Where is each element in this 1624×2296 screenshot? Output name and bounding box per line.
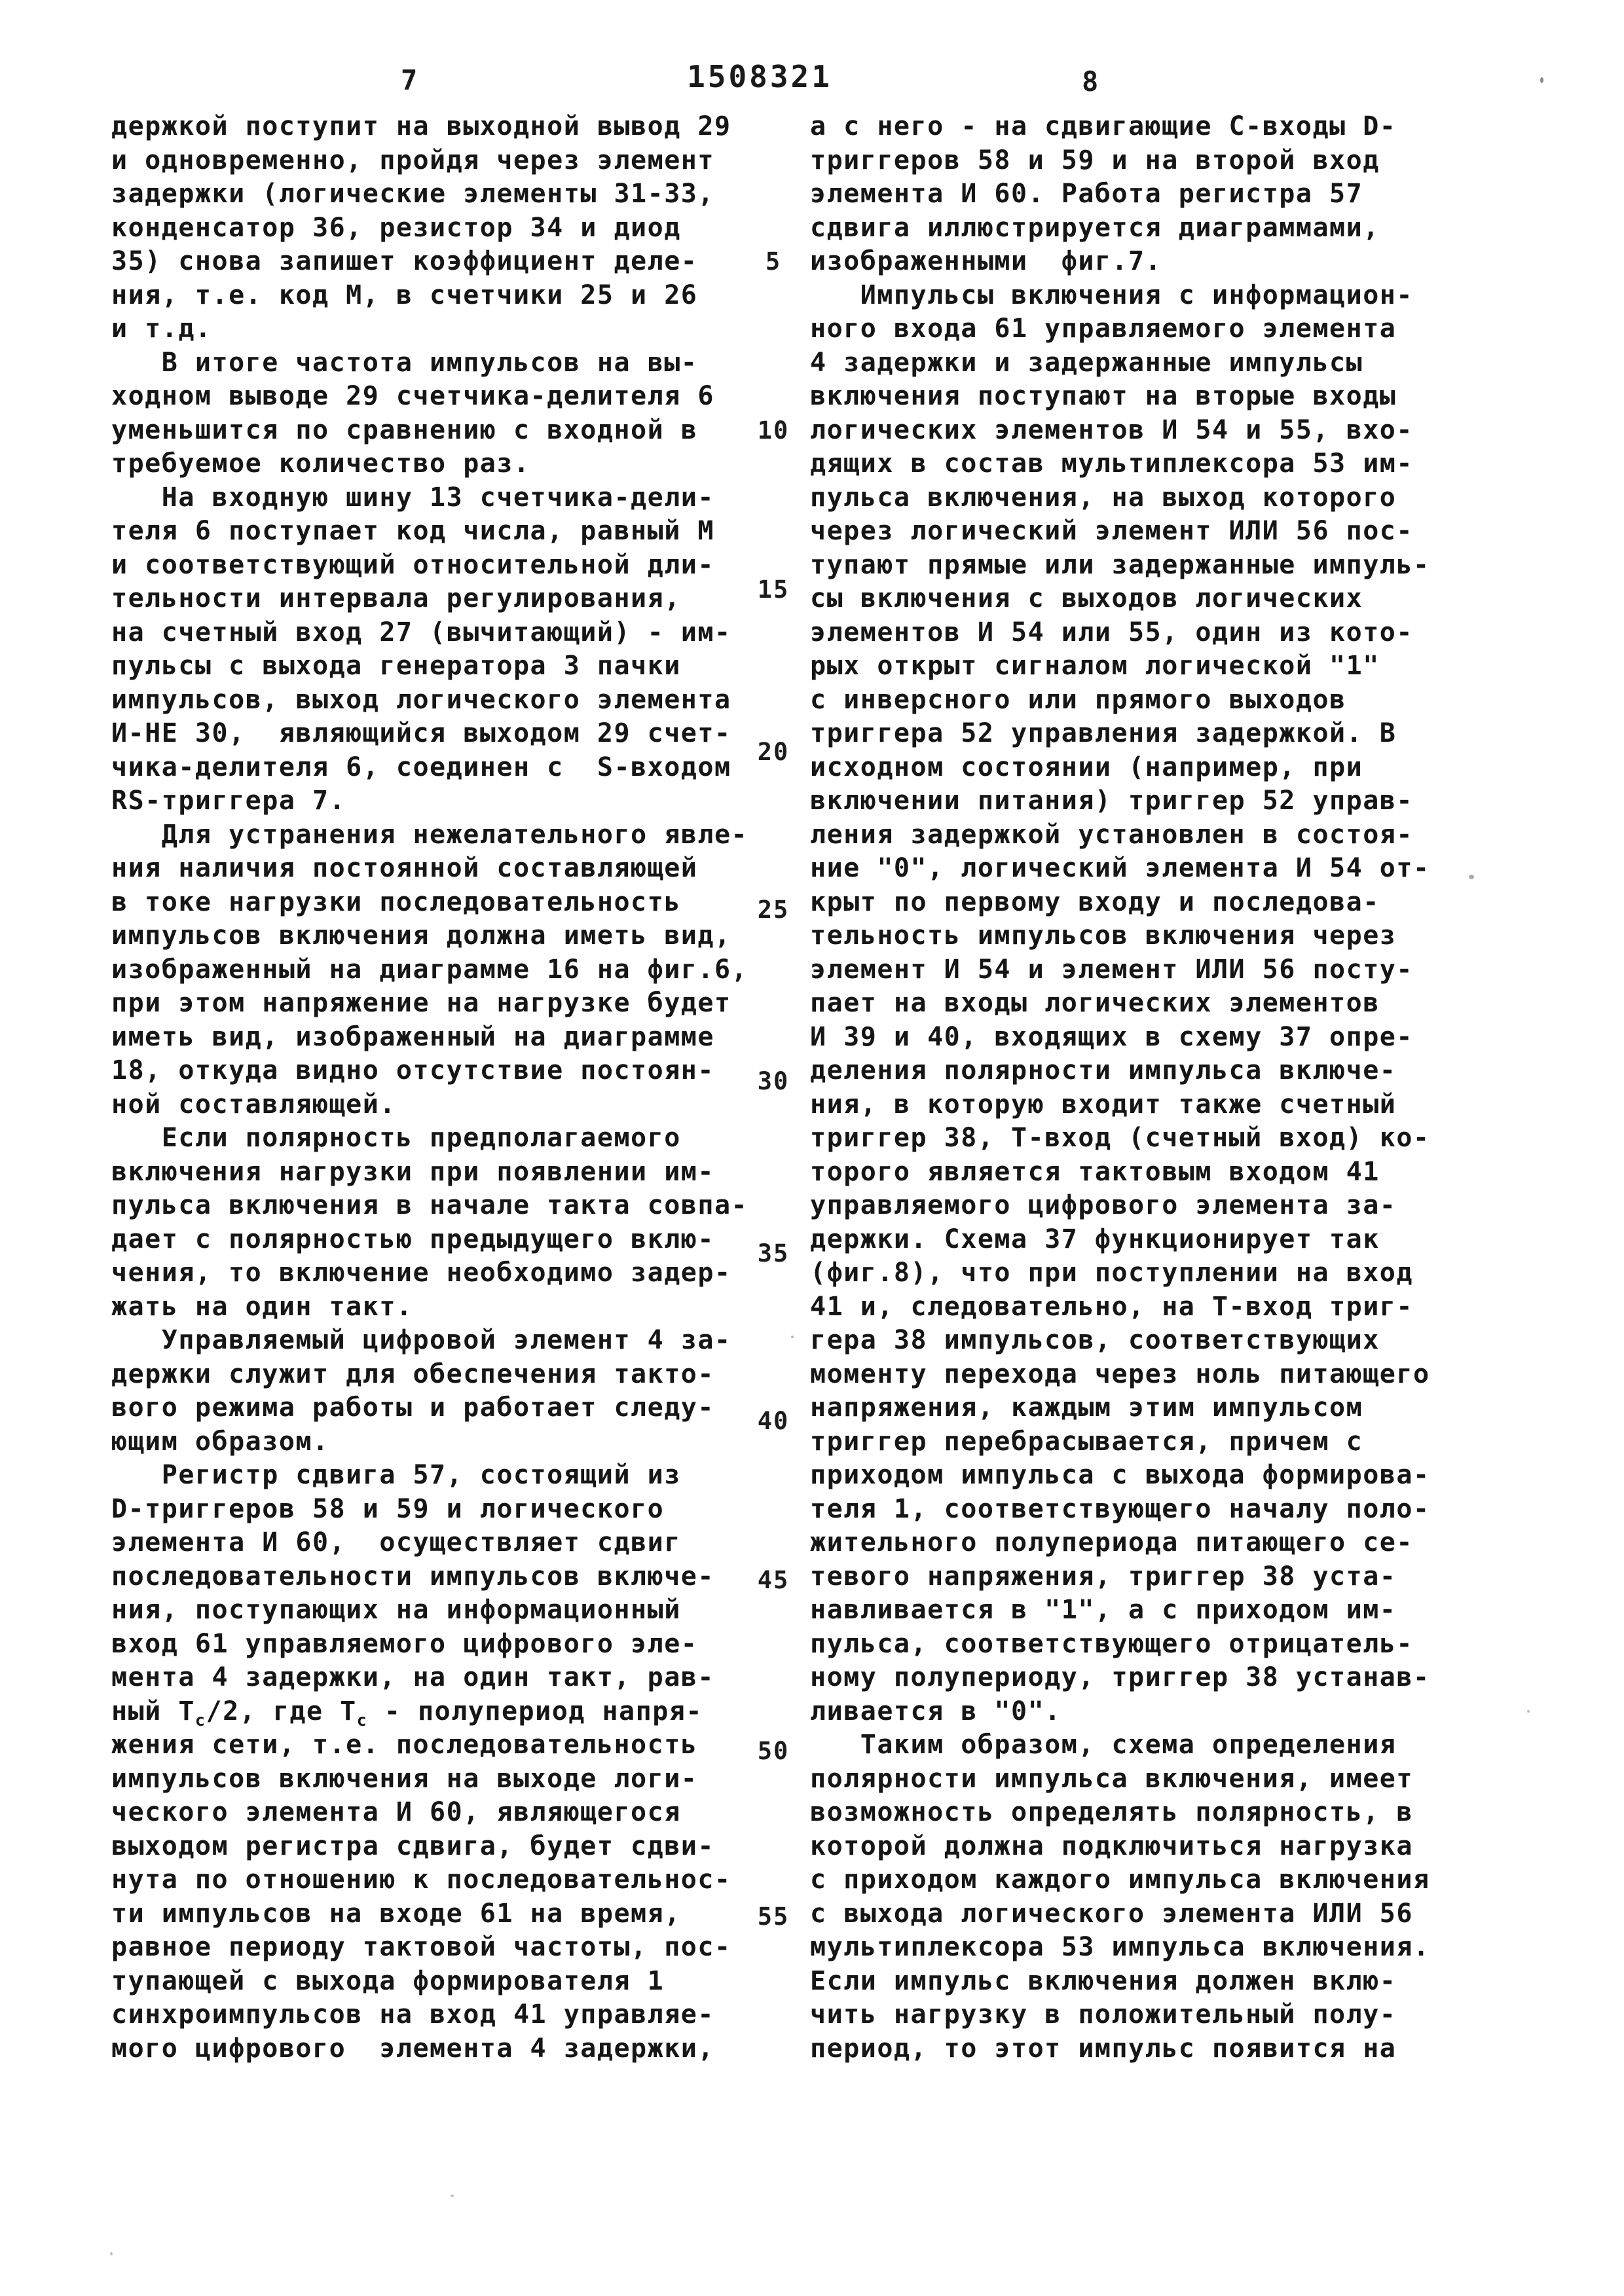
text-line: исходном состоянии (например, при [810, 752, 1363, 782]
page-number-right: 8 [1082, 65, 1101, 98]
text-line: Если полярность предполагаемого [111, 1123, 681, 1153]
margin-line-number: 40 [757, 1407, 790, 1435]
text-line: Таким образом, схема определения [810, 1730, 1397, 1760]
margin-line-number: 20 [757, 738, 790, 766]
text-line: которой должна подключиться нагрузка [810, 1831, 1413, 1861]
text-line: дает с полярностью предыдущего вклю- [111, 1224, 714, 1254]
page-number-left: 7 [401, 64, 420, 96]
text-line: при этом напряжение на нагрузке будет [111, 988, 731, 1018]
text-line: включении питания) триггер 52 управ- [810, 786, 1413, 816]
text-line: ному полупериоду, триггер 38 устанав- [810, 1662, 1430, 1692]
text-line: теля 1, соответствующего началу поло- [810, 1493, 1430, 1524]
text-line: мента 4 задержки, на один такт, рав- [111, 1662, 714, 1692]
scan-speck [110, 2252, 113, 2255]
text-line: ный $Т_с/2$, где $Т_с$ - полупериод напря- [111, 1696, 703, 1730]
text-line: уменьшится по сравнению с входной в [111, 414, 698, 445]
text-line: и соответствующий относительной дли- [111, 549, 714, 580]
text-line: крыт по первому входу и последова- [810, 886, 1380, 917]
text-line: дящих в состав мультиплексора 53 им- [810, 448, 1413, 479]
margin-line-number: 55 [757, 1903, 790, 1931]
text-line: ливается в "0". [810, 1696, 1061, 1726]
text-line: импульсов включения на выходе логи- [111, 1763, 698, 1794]
text-line: триггера 52 управления задержкой. В [810, 718, 1397, 748]
text-line: требуемое количество раз. [111, 448, 530, 479]
text-line: и одновременно, пройдя через элемент [111, 145, 714, 175]
text-line: гера 38 импульсов, соответствующих [810, 1325, 1380, 1355]
text-line: управляемого цифрового элемента за- [810, 1190, 1397, 1220]
text-line: жения сети, т.е. последовательность [111, 1730, 698, 1760]
scan-speck [1540, 77, 1543, 83]
text-line: элементов И 54 или 55, один из кото- [810, 617, 1413, 647]
text-line: Если импульс включения должен вклю- [810, 1965, 1397, 1996]
text-line: возможность определять полярность, в [810, 1797, 1413, 1827]
text-line: пульса включения, на выход которого [810, 482, 1397, 513]
text-line: триггеров 58 и 59 и на второй вход [810, 145, 1380, 175]
text-line: последовательности импульсов включе- [111, 1561, 714, 1592]
margin-line-number: 30 [757, 1067, 790, 1095]
text-line: ющим образом. [111, 1426, 329, 1457]
text-line: В итоге частота импульсов на вы- [111, 347, 698, 378]
text-column-right [810, 110, 1430, 2066]
margin-line-number: 35 [757, 1239, 790, 1267]
scan-speck [451, 2195, 454, 2197]
text-line: и т.д. [111, 314, 212, 344]
margin-line-number: 5 [765, 247, 782, 276]
text-line: чения, то включение необходимо задер- [111, 1258, 731, 1288]
text-line: теля 6 поступает код числа, равный М [111, 516, 714, 546]
text-line: конденсатор 36, резистор 34 и диод [111, 212, 681, 243]
text-line: ходном выводе 29 счетчика-делителя 6 [111, 381, 714, 411]
text-line: вого режима работы и работает следу- [111, 1393, 714, 1423]
text-line: рых открыт сигналом логической "1" [810, 651, 1380, 681]
text-line: сдвига иллюстрируется диаграммами, [810, 212, 1380, 243]
text-line: 4 задержки и задержанные импульсы [810, 347, 1363, 378]
text-line: на счетный вход 27 (вычитающий) - им- [111, 617, 731, 647]
text-line: ной составляющей. [111, 1089, 396, 1120]
text-line: через логический элемент ИЛИ 56 пос- [810, 516, 1413, 546]
text-line: ния, т.е. код М, в счетчики 25 и 26 [111, 280, 698, 310]
text-line: пает на входы логических элементов [810, 988, 1380, 1018]
scan-speck [1527, 1710, 1530, 1713]
text-line: тельность импульсов включения через [810, 920, 1397, 951]
text-line: напряжения, каждым этим импульсом [810, 1393, 1363, 1423]
text-line: И 39 и 40, входящих в схему 37 опре- [810, 1021, 1413, 1052]
text-line: тевого напряжения, триггер 38 уста- [810, 1561, 1397, 1592]
text-line: сы включения с выходов логических [810, 583, 1363, 613]
text-line: триггер перебрасывается, причем с [810, 1426, 1363, 1457]
text-line: а с него - на сдвигающие С-входы D- [810, 111, 1397, 141]
text-line: с приходом каждого импульса включения [810, 1865, 1430, 1895]
text-line: Для устранения нежелательного явле- [111, 819, 748, 850]
text-line: 41 и, следовательно, на Т-вход триг- [810, 1291, 1413, 1322]
text-line: 18, откуда видно отсутствие постоян- [111, 1055, 714, 1085]
text-line: тупают прямые или задержанные импуль- [810, 549, 1430, 580]
margin-line-number: 50 [757, 1737, 790, 1765]
text-line: ния, в которую входит также счетный [810, 1089, 1397, 1120]
text-line: чика-делителя 6, соединен с S-входом [111, 752, 731, 782]
text-line: держки служит для обеспечения такто- [111, 1358, 714, 1389]
text-line: в токе нагрузки последовательность [111, 886, 681, 917]
text-line: На входную шину 13 счетчика-дели- [111, 482, 714, 513]
text-line: равное периоду тактовой частоты, пос- [111, 1932, 731, 1962]
text-line: тельности интервала регулирования, [111, 583, 681, 613]
text-line: полярности импульса включения, имеет [810, 1763, 1413, 1794]
text-line: жительного полупериода питающего се- [810, 1527, 1413, 1558]
text-line: Импульсы включения с информацион- [810, 280, 1413, 310]
text-line: держкой поступит на выходной вывод 29 [111, 111, 731, 141]
text-line: моменту перехода через ноль питающего [810, 1358, 1430, 1389]
text-line: RS-триггера 7. [111, 786, 346, 816]
text-line: элемент И 54 и элемент ИЛИ 56 посту- [810, 954, 1413, 985]
text-line: ния наличия постоянной составляющей [111, 853, 698, 883]
text-line: триггер 38, Т-вход (счетный вход) ко- [810, 1123, 1430, 1153]
text-line: тупающей с выхода формирователя 1 [111, 1965, 665, 1996]
margin-line-number: 25 [757, 896, 790, 924]
margin-line-numbers [750, 0, 796, 2296]
text-line: задержки (логические элементы 31-33, [111, 179, 714, 209]
document-number: 1508321 [687, 59, 832, 94]
text-line: ния, поступающих на информационный [111, 1595, 681, 1625]
text-line: включения поступают на вторые входы [810, 381, 1397, 411]
margin-line-number: 15 [757, 575, 790, 604]
text-line: ние "0", логический элемента И 54 от- [810, 853, 1430, 883]
text-line: элемента И 60, осуществляет сдвиг [111, 1527, 681, 1558]
text-line: нута по отношению к последовательнос- [111, 1865, 731, 1895]
text-line: мультиплексора 53 импульса включения. [810, 1932, 1430, 1962]
text-line: жать на один такт. [111, 1291, 413, 1322]
text-line: держки. Схема 37 функционирует так [810, 1224, 1380, 1254]
text-line: иметь вид, изображенный на диаграмме [111, 1021, 714, 1052]
text-line: Управляемый цифровой элемент 4 за- [111, 1325, 731, 1355]
text-line: ного входа 61 управляемого элемента [810, 314, 1397, 344]
text-line: синхроимпульсов на вход 41 управляе- [111, 1999, 714, 2030]
text-line: пульса, соответствующего отрицатель- [810, 1628, 1413, 1659]
text-line: чить нагрузку в положительный полу- [810, 1999, 1397, 2030]
text-line: торого является тактовым входом 41 [810, 1156, 1380, 1187]
text-line: деления полярности импульса включе- [810, 1055, 1397, 1085]
text-line: включения нагрузки при появлении им- [111, 1156, 714, 1187]
text-line: период, то этот импульс появится на [810, 2033, 1397, 2064]
text-line: 35) снова запишет коэффициент деле- [111, 246, 698, 276]
text-line: импульсов включения должна иметь вид, [111, 920, 731, 951]
text-line: изображенными фиг.7. [810, 246, 1162, 276]
text-line: приходом импульса с выхода формирова- [810, 1460, 1430, 1490]
text-line: с выхода логического элемента ИЛИ 56 [810, 1898, 1413, 1929]
text-line: изображенный на диаграмме 16 на фиг.6, [111, 954, 748, 985]
text-line: ления задержкой установлен в состоя- [810, 819, 1413, 850]
text-line: ти импульсов на входе 61 на время, [111, 1898, 681, 1929]
text-line: мого цифрового элемента 4 задержки, [111, 2033, 714, 2064]
text-line: вход 61 управляемого цифрового эле- [111, 1628, 698, 1659]
text-line: D-триггеров 58 и 59 и логического [111, 1493, 665, 1524]
text-line: ческого элемента И 60, являющегося [111, 1797, 681, 1827]
scan-speck [791, 1336, 794, 1338]
text-line: логических элементов И 54 и 55, вхо- [810, 414, 1413, 445]
margin-line-number: 10 [757, 416, 790, 445]
margin-line-number: 45 [757, 1566, 790, 1594]
text-line: элемента И 60. Работа регистра 57 [810, 179, 1363, 209]
text-column-left [111, 110, 748, 2066]
text-line: И-НЕ 30, являющийся выходом 29 счет- [111, 718, 731, 748]
scan-speck [1469, 875, 1474, 879]
text-line: (фиг.8), что при поступлении на вход [810, 1258, 1413, 1288]
text-line: Регистр сдвига 57, состоящий из [111, 1460, 681, 1490]
text-line: пульсы с выхода генератора 3 пачки [111, 651, 681, 681]
text-line: импульсов, выход логического элемента [111, 684, 731, 715]
text-line: с инверсного или прямого выходов [810, 684, 1346, 715]
text-line: навливается в "1", а с приходом им- [810, 1595, 1397, 1625]
text-line: пульса включения в начале такта совпа- [111, 1190, 748, 1220]
text-line: выходом регистра сдвига, будет сдви- [111, 1831, 714, 1861]
